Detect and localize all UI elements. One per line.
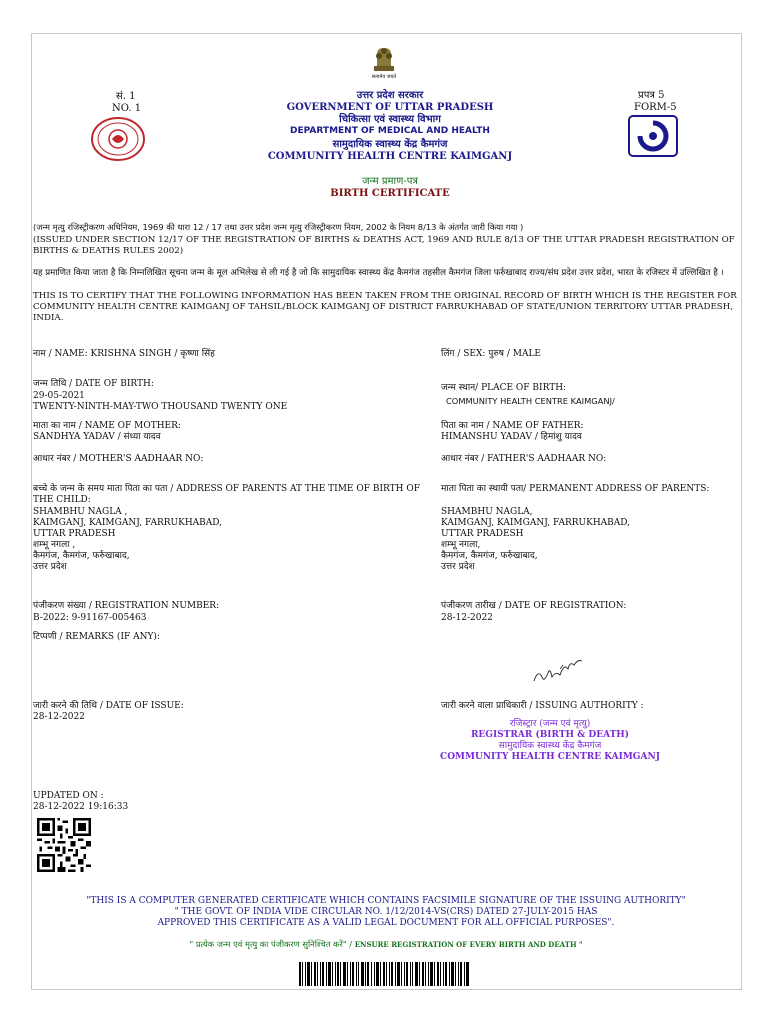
place-of-birth-label: जन्म स्थान/ PLACE OF BIRTH: <box>441 383 567 393</box>
form-en: FORM-5 <box>634 102 677 113</box>
no-en: NO. 1 <box>112 103 142 114</box>
mother-name-value: SANDHYA YADAV / संध्या यादव <box>33 432 161 442</box>
dept-en: DEPARTMENT OF MEDICAL AND HEALTH <box>290 126 490 136</box>
qr-code <box>37 818 91 872</box>
issued-under-en: (ISSUED UNDER SECTION 12/17 OF THE REGISTRATION OF BIRTHS & DEATHS ACT, 1969 AND RULE 8/13 OF THE UTTAR PRADESH REGISTRATION OF BIRTHS & DEATHS RULES 2002) <box>33 235 735 256</box>
dob-value: 29-05-2021 <box>33 391 85 401</box>
address-at-birth-value: SHAMBHU NAGLA , KAIMGANJ, KAIMGANJ, FARRUKHABAD, UTTAR PRADESH शम्भू नगला , कैमगंज, कैमगंज, फर्रुखाबाद, उत्तर प्रदेश <box>33 507 223 572</box>
footer-line-3: APPROVED THIS CERTIFICATE AS A VALID LEGAL DOCUMENT FOR ALL OFFICIAL PURPOSES". <box>157 918 615 928</box>
issue-date-value: 28-12-2022 <box>33 712 85 722</box>
father-name-value: HIMANSHU YADAV / हिमांशु यादव <box>441 432 582 442</box>
gov-hindi: उत्तर प्रदेश सरकार <box>356 90 424 101</box>
national-emblem <box>368 42 400 74</box>
emblem-motto: सत्यमेव जयते <box>371 74 397 80</box>
address-at-birth-label: बच्चे के जन्म के समय माता पिता का पता / ADDRESS OF PARENTS AT THE TIME OF BIRTH OF THE CHILD: <box>33 484 420 505</box>
no-hindi: सं. 1 <box>116 91 136 102</box>
certify-hindi: यह प्रमाणित किया जाता है कि निम्नलिखित सूचना जन्म के मूल अभिलेख से ली गई है जो कि सामुदायिक स्वास्थ्य केंद्र कैमगंज तहसील कैमगंज जिला फर्रुखाबाद राज्य/संघ प्रदेश उत्तर प्रदेश, भारत के रजिस्टर में उल्लिखित है । <box>33 268 724 278</box>
registration-number-label: पंजीकरण संख्या / REGISTRATION NUMBER: <box>33 601 220 611</box>
footer-line-2: " THE GOVT. OF INDIA VIDE CIRCULAR NO. 1/12/2014-VS(CRS) DATED 27-JULY-2015 HAS <box>174 907 598 917</box>
up-government-seal <box>90 116 146 162</box>
permanent-address-label: माता पिता का स्थायी पता/ PERMANENT ADDRESS OF PARENTS: <box>441 484 710 494</box>
registration-date-label: पंजीकरण तारीख / DATE OF REGISTRATION: <box>441 601 627 611</box>
updated-label: UPDATED ON : <box>33 791 104 801</box>
chc-en: COMMUNITY HEALTH CENTRE KAIMGANJ <box>267 151 513 162</box>
footer-slogan-hindi: " प्रत्येक जन्म एवं मृत्यु का पंजीकरण सुनिश्चित करें" / <box>189 939 353 949</box>
registrar-signature <box>530 655 586 687</box>
registration-number-value: B-2022: 9-91167-005463 <box>33 613 147 623</box>
place-of-birth-value: COMMUNITY HEALTH CENTRE KAIMGANJ/ <box>446 396 615 406</box>
crs-logo <box>628 115 678 157</box>
gov-en: GOVERNMENT OF UTTAR PRADESH <box>286 102 494 113</box>
child-sex: लिंग / SEX: पुरुष / MALE <box>441 349 542 359</box>
dob-words: TWENTY-NINTH-MAY-TWO THOUSAND TWENTY ONE <box>33 402 288 412</box>
registrar-en: REGISTRAR (BIRTH & DEATH) <box>470 730 630 740</box>
footer-slogan <box>33 939 739 950</box>
title-hindi: जन्म प्रमाण-पत्र <box>362 176 418 187</box>
registrar-hindi: रजिस्ट्रार (जन्म एवं मृत्यु) <box>509 719 591 729</box>
registrar-chc-hindi: सामुदायिक स्वास्थ्य केंद्र कैमगंज <box>498 741 602 751</box>
issued-under-hindi: (जन्म मृत्यु रजिस्ट्रीकरण अधिनियम, 1969 की धारा 12 / 17 तथा उत्तर प्रदेश जन्म मृत्यु रजिस्ट्रीकरण नियम, 2002 के नियम 8/13 के अंतर्गत जारी किया गया ) <box>33 222 524 232</box>
certify-en: THIS IS TO CERTIFY THAT THE FOLLOWING INFORMATION HAS BEEN TAKEN FROM THE ORIGINAL RECORD OF BIRTH WHICH IS THE REGISTER FOR COMMUNITY HEALTH CENTRE KAIMGANJ OF TAHSIL/BLOCK KAIMGANJ OF DISTRICT FARRUKHABAD OF STATE/UNION TERRITORY UTTAR PRADESH, INDIA. <box>33 291 737 323</box>
dob-label: जन्म तिथि / DATE OF BIRTH: <box>33 379 154 389</box>
registrar-chc-en: COMMUNITY HEALTH CENTRE KAIMGANJ <box>440 752 660 762</box>
permanent-address-value: SHAMBHU NAGLA, KAIMGANJ, KAIMGANJ, FARRUKHABAD, UTTAR PRADESH शम्भू नगला, कैमगंज, कैमगंज, फर्रुखाबाद, उत्तर प्रदेश <box>441 507 631 572</box>
page-title: BIRTH CERTIFICATE <box>330 188 450 199</box>
remarks-label: टिप्पणी / REMARKS (IF ANY): <box>33 632 160 642</box>
barcode <box>299 962 469 986</box>
issuing-authority-label: जारी करने वाला प्राधिकारी / ISSUING AUTHORITY : <box>441 701 644 711</box>
updated-value: 28-12-2022 19:16:33 <box>33 802 129 812</box>
mother-aadhaar: आधार नंबर / MOTHER'S AADHAAR NO: <box>33 454 204 464</box>
dept-hindi: चिकित्सा एवं स्वास्थ्य विभाग <box>339 114 441 125</box>
mother-name-label: माता का नाम / NAME OF MOTHER: <box>33 421 181 431</box>
father-aadhaar: आधार नंबर / FATHER'S AADHAAR NO: <box>441 454 607 464</box>
child-name: नाम / NAME: KRISHNA SINGH / कृष्णा सिंह <box>33 349 215 359</box>
chc-hindi: सामुदायिक स्वास्थ्य केंद्र कैमगंज <box>332 139 448 150</box>
footer-slogan-en: ENSURE REGISTRATION OF EVERY BIRTH AND DEATH " <box>354 940 583 949</box>
father-name-label: पिता का नाम / NAME OF FATHER: <box>441 421 584 431</box>
form-hindi: प्रपत्र 5 <box>638 90 665 101</box>
issue-date-label: जारी करने की तिथि / DATE OF ISSUE: <box>33 701 184 711</box>
footer-line-1: "THIS IS A COMPUTER GENERATED CERTIFICATE WHICH CONTAINS FACSIMILE SIGNATURE OF THE ISSUING AUTHORITY" <box>86 896 686 906</box>
registration-date-value: 28-12-2022 <box>441 613 493 623</box>
